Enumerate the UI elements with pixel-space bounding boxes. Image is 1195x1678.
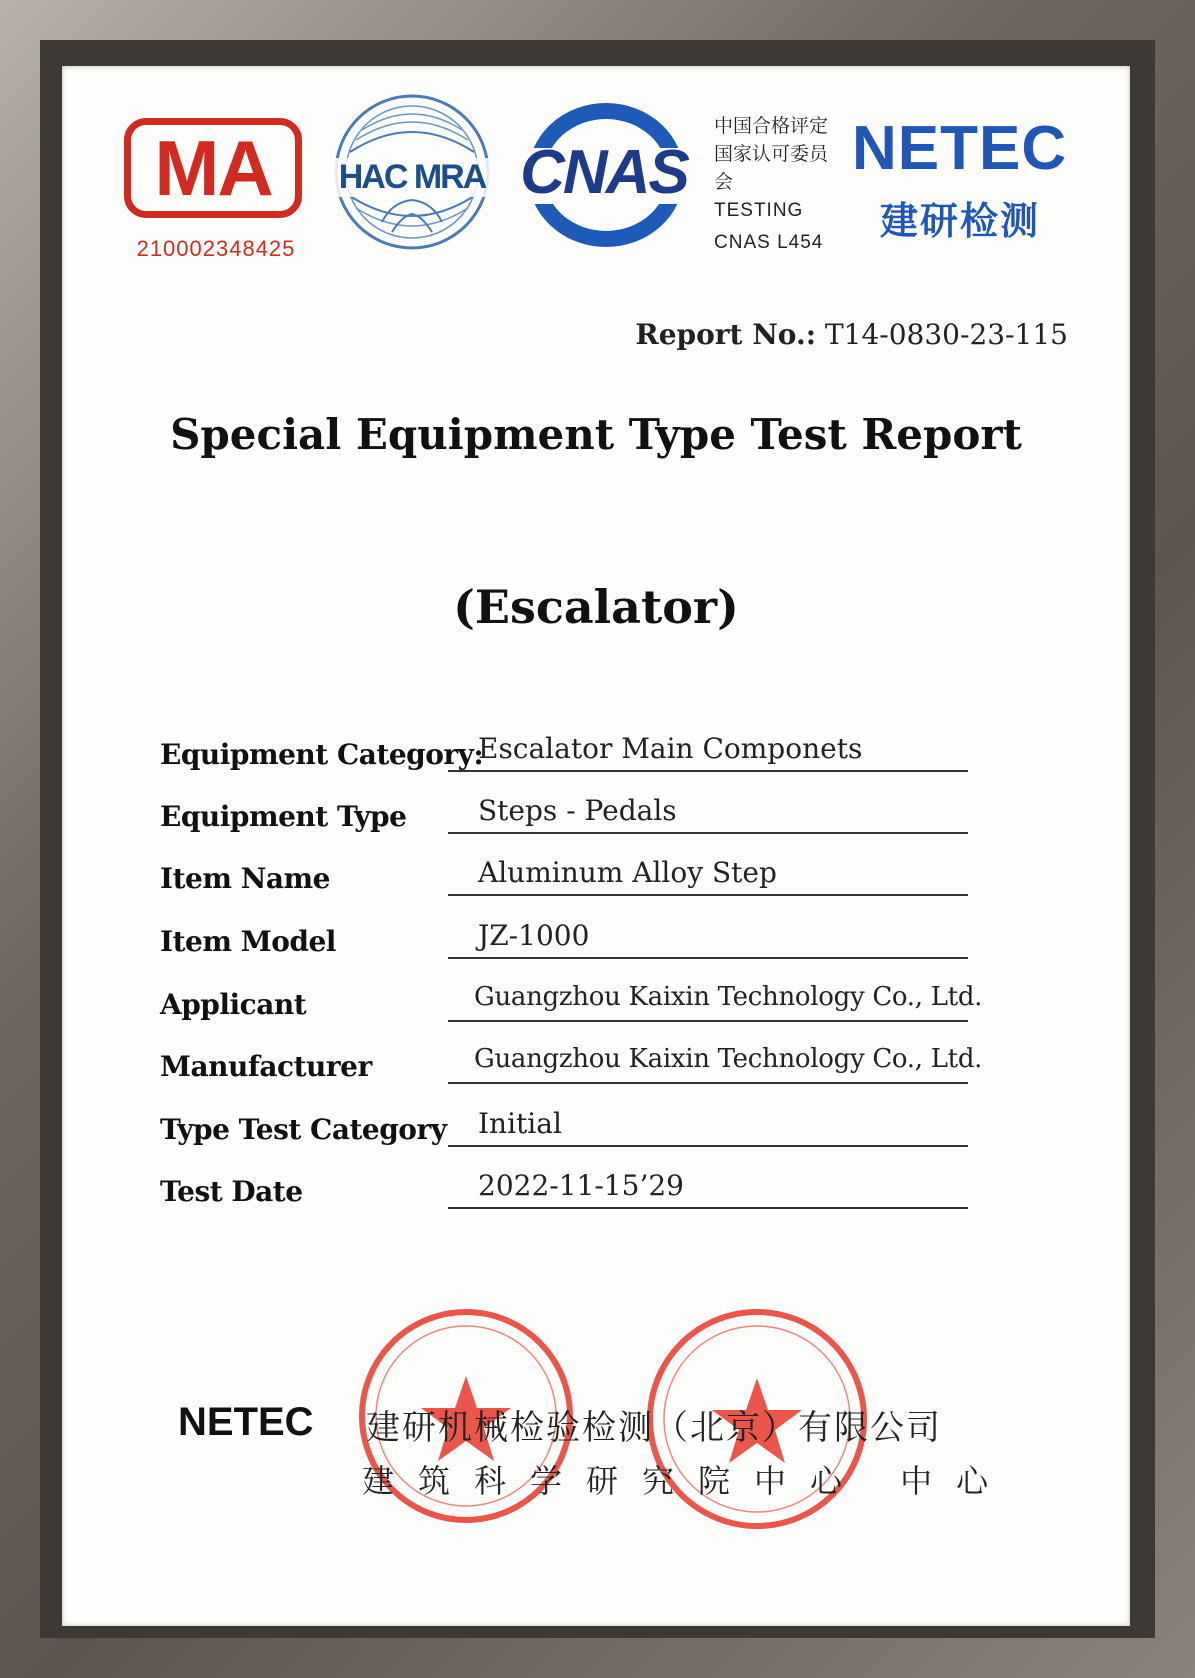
field-label-equipment-category: Equipment Category:	[160, 738, 484, 771]
field-value-item-name: Aluminum Alloy Step	[448, 856, 968, 896]
cma-logo-text: MA	[154, 124, 272, 212]
cnas-chinese-text: 中国合格评定国家认可委员会	[714, 115, 829, 193]
field-value-manufacturer: Guangzhou Kaixin Technology Co., Ltd.	[448, 1044, 968, 1084]
cnas-logo-text: CNAS	[520, 138, 688, 207]
field-label-equipment-type: Equipment Type	[160, 800, 407, 833]
report-subtitle: (Escalator)	[453, 580, 739, 634]
hac-mra-logo-text: HAC MRA	[332, 158, 492, 197]
field-label-test-date: Test Date	[160, 1175, 303, 1208]
footer-organization-line2: 建筑科学研究院中心 中心	[362, 1462, 1013, 1500]
field-label-applicant: Applicant	[160, 988, 307, 1021]
footer-netec-brand: NETEC	[178, 1400, 314, 1444]
field-label-manufacturer: Manufacturer	[160, 1050, 372, 1083]
field-label-item-name: Item Name	[160, 862, 330, 895]
report-title: Special Equipment Type Test Report	[170, 410, 1022, 459]
netec-logo: NETEC	[852, 114, 1068, 183]
field-value-item-model: JZ-1000	[448, 919, 968, 959]
certificate-paper	[62, 66, 1130, 1626]
cnas-code: CNAS L454	[714, 232, 824, 253]
report-number-label: Report No.:	[635, 318, 817, 351]
field-value-type-test-category: Initial	[448, 1107, 968, 1147]
footer-organization-line1: 建研机械检验检测（北京）有限公司	[366, 1408, 942, 1448]
field-value-equipment-type: Steps - Pedals	[448, 794, 968, 834]
field-value-applicant: Guangzhou Kaixin Technology Co., Ltd.	[448, 982, 968, 1022]
cma-logo	[124, 118, 302, 218]
field-value-equipment-category: Escalator Main Componets	[448, 732, 968, 772]
cma-number: 210002348425	[136, 236, 296, 261]
report-number	[600, 318, 1068, 351]
field-label-item-model: Item Model	[160, 925, 336, 958]
netec-logo-chinese: 建研检测	[879, 199, 1040, 243]
report-number-value: T14-0830-23-115	[824, 318, 1068, 351]
cnas-testing-label: TESTING	[714, 200, 804, 221]
field-label-type-test-category: Type Test Category	[160, 1113, 447, 1146]
field-value-test-date: 2022-11-15’29	[448, 1169, 968, 1209]
